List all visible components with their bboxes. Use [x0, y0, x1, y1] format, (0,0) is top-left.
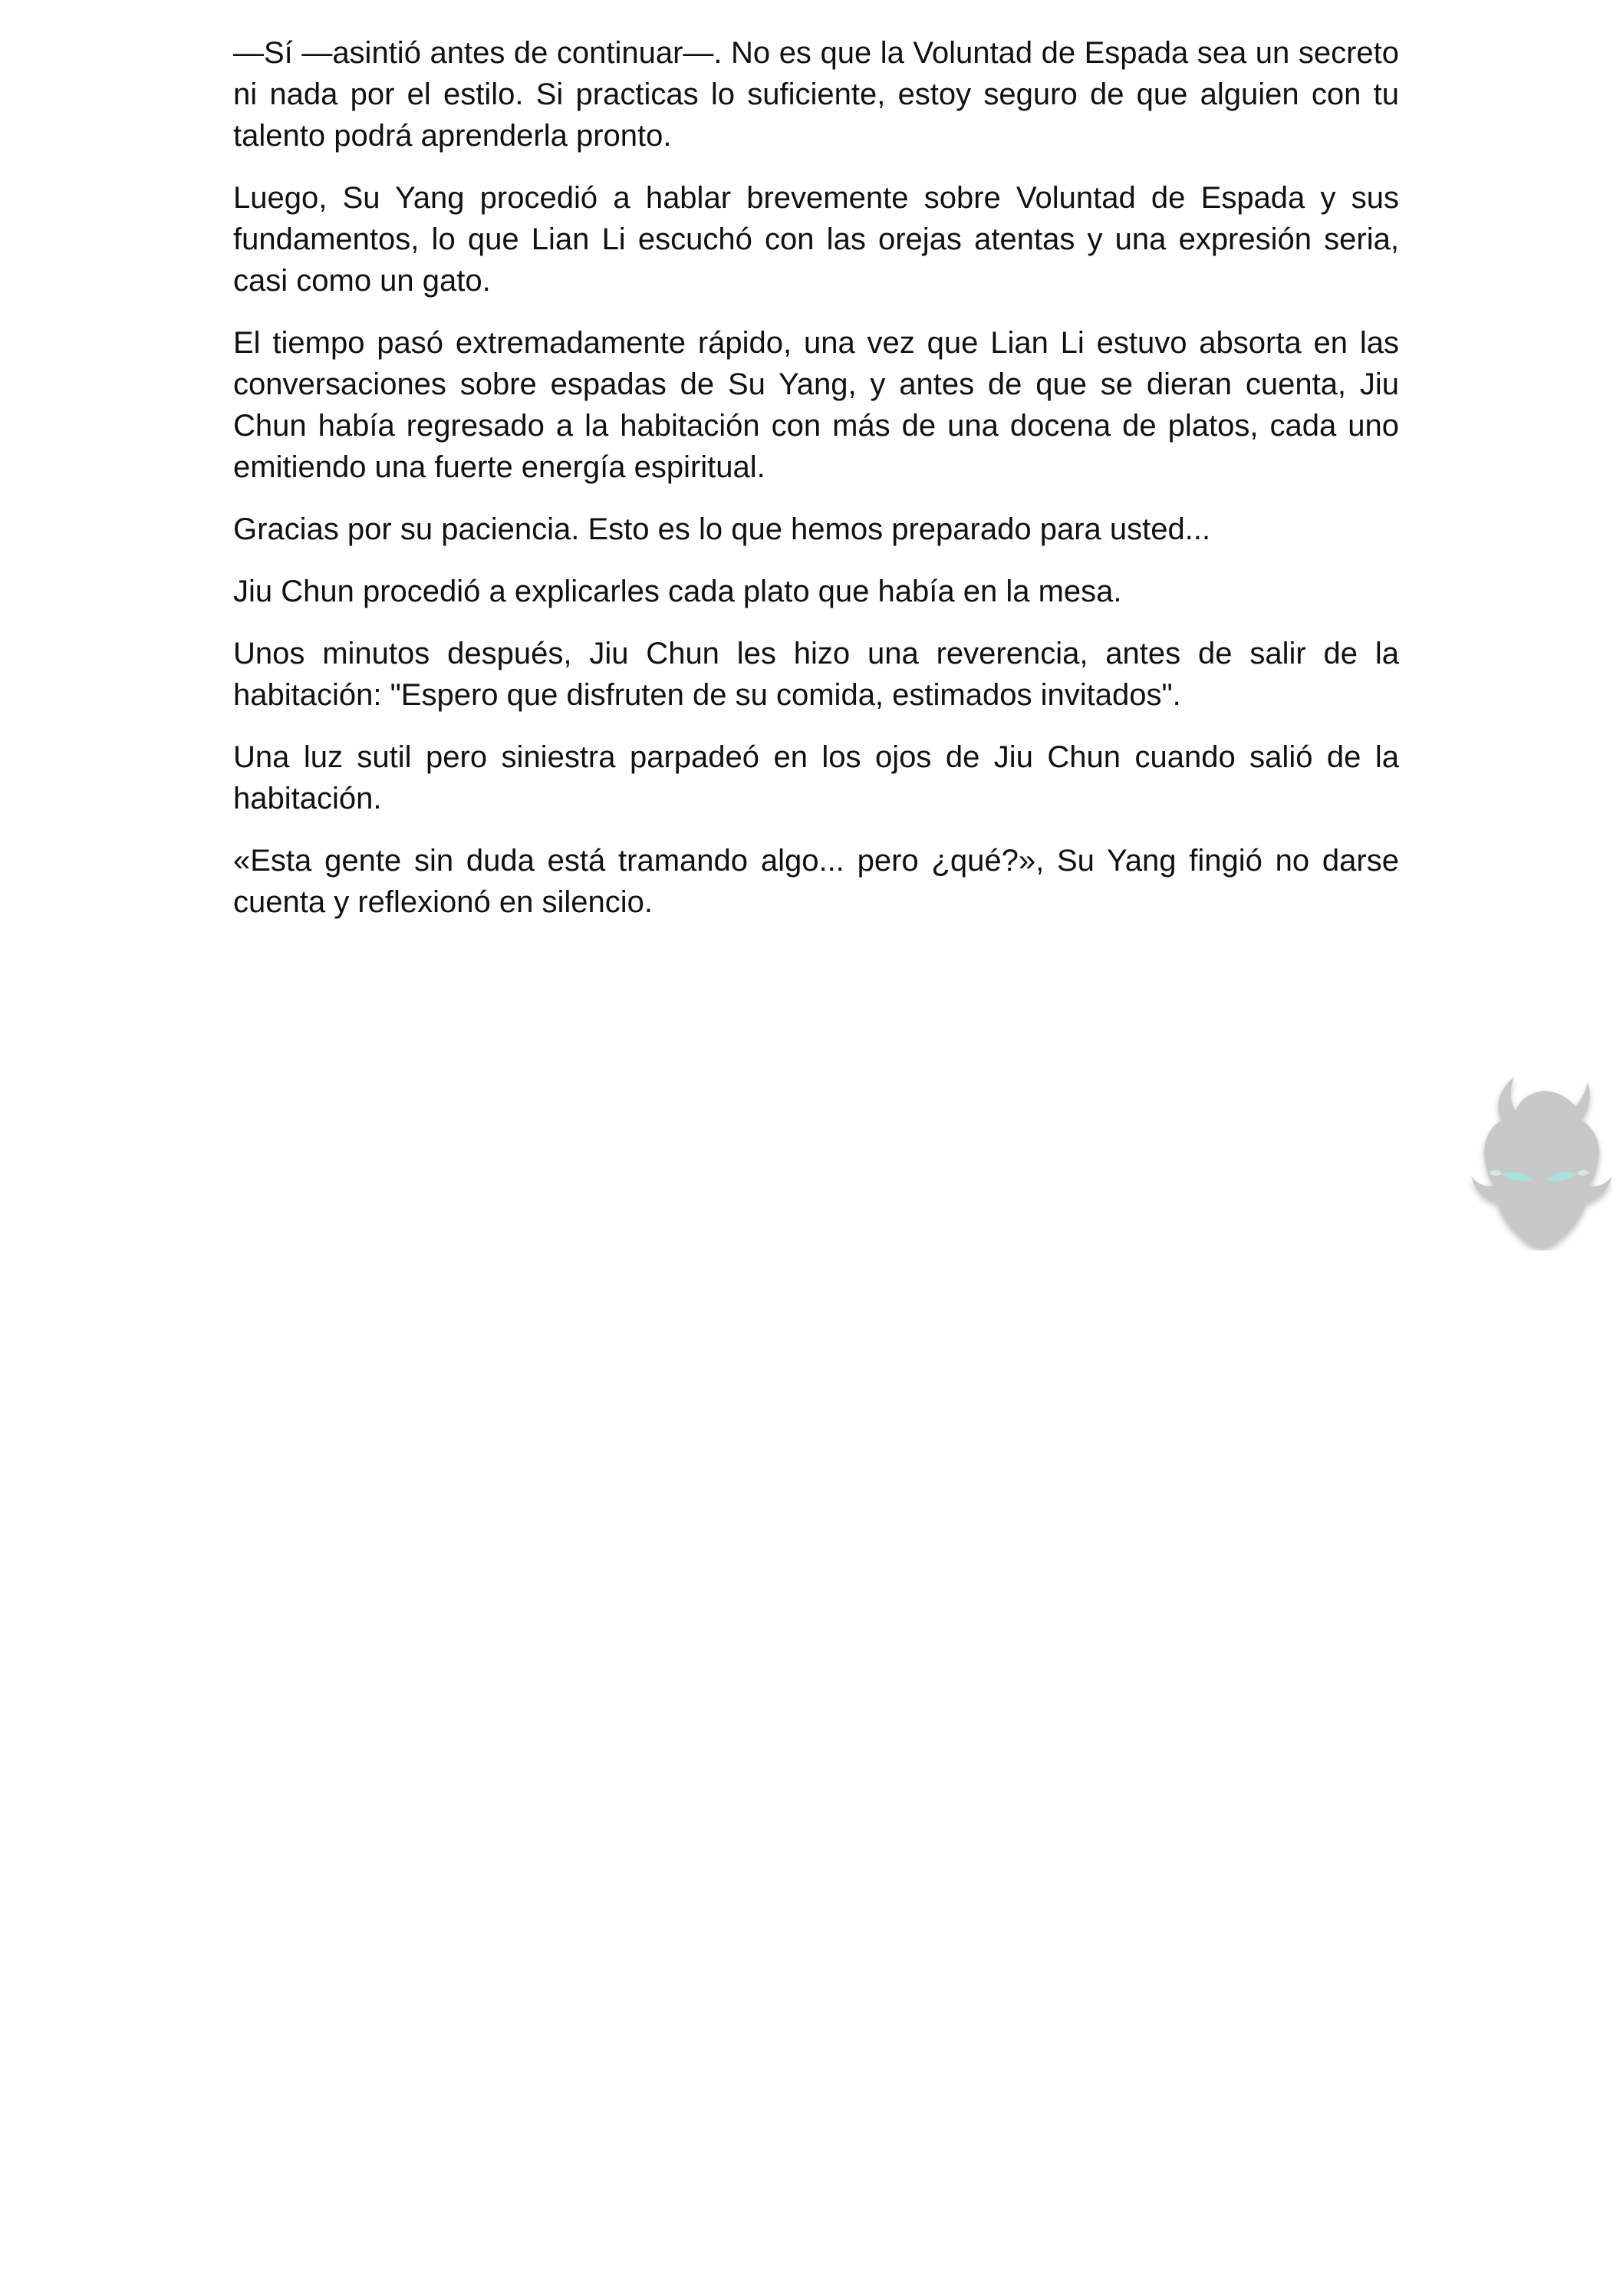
- demon-head-icon: [1467, 1072, 1612, 1250]
- paragraph: Unos minutos después, Jiu Chun les hizo una reverencia, antes de salir de la habitación: "Espero que disfruten de su comida, estimados invitados".: [233, 637, 1399, 712]
- paragraph: «Esta gente sin duda está tramando algo... pero ¿qué?», Su Yang fingió no darse cuenta y reflexionó en silencio.: [233, 844, 1399, 919]
- paragraph: Gracias por su paciencia. Esto es lo que hemos preparado para usted...: [233, 512, 1211, 546]
- paragraph: El tiempo pasó extremadamente rápido, una vez que Lian Li estuvo absorta en las conversaciones sobre espadas de Su Yang, y antes de que se dieran cuenta, Jiu Chun había regresado a la habitación con más de una docena de platos, cada uno emitiendo una fuerte energía espiritual.: [233, 326, 1399, 484]
- body-text: [233, 32, 1399, 944]
- paragraph: Una luz sutil pero siniestra parpadeó en los ojos de Jiu Chun cuando salió de la habitación.: [233, 740, 1399, 815]
- paragraph: Luego, Su Yang procedió a hablar brevemente sobre Voluntad de Espada y sus fundamentos, lo que Lian Li escuchó con las orejas atentas y una expresión seria, casi como un gato.: [233, 181, 1399, 298]
- paragraph: Jiu Chun procedió a explicarles cada plato que había en la mesa.: [233, 575, 1122, 608]
- paragraph: —Sí —asintió antes de continuar—. No es que la Voluntad de Espada sea un secreto ni nada por el estilo. Si practicas lo suficiente, estoy seguro de que alguien con tu talento podrá aprenderla pronto.: [233, 36, 1399, 153]
